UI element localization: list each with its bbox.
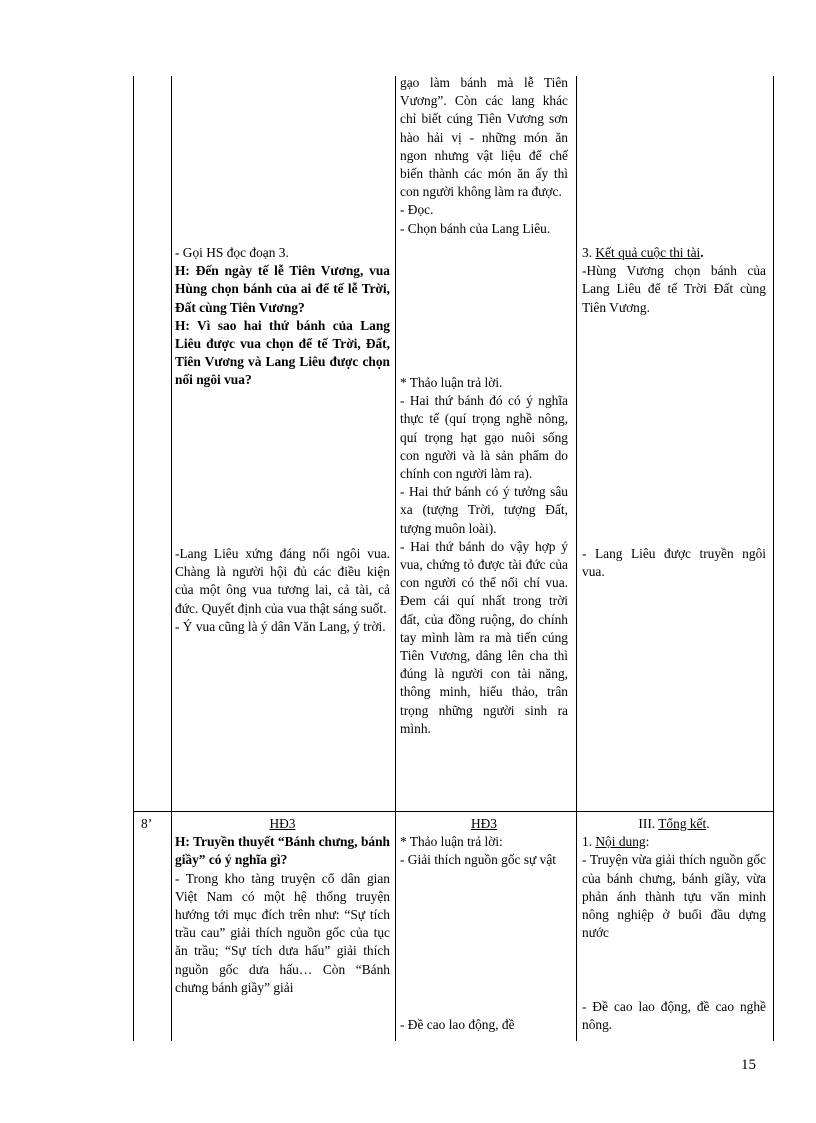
content-line: - Truyện vừa giải thích nguồn gốc của bánh chưng, bánh giầy, vừa phản ánh thành tựu văn minh nông nghiệp ở buổi đầu dựng nước [582,852,766,941]
content-section-summary [582,815,766,942]
student-activity-upper [400,74,568,238]
lesson-table [133,76,774,1041]
row-divider [133,811,774,812]
teacher-explanation: -Lang Liêu xứng đáng nối ngôi vua. Chàng là người hội đủ các điều kiện của một ông vua tương lai, cả tài, cả đức. Quyết định của vua thật sáng suốt. [175,546,390,616]
content-line: -Hùng Vương chọn bánh của Lang Liêu để tế Trời Đất cùng Tiên Vương. [582,263,766,315]
teacher-question: H: Truyền thuyết “Bánh chưng, bánh giầy” có ý nghĩa gì? [175,834,390,868]
column-divider [395,76,396,1041]
teacher-activity-upper [175,244,390,390]
student-line: * Thảo luận trả lời: [400,834,503,850]
teacher-explanation: - Trong kho tàng truyện cổ dân gian Việt Nam có một hệ thống truyện hướng tới mục đích trên như: “Sự tích trầu cau” giải thích nguồn gốc của tục ăn trầu; “Sự tích dưa hấu” giải thích nguồn gốc dưa hấu… Còn “Bánh chưng bánh giầy” giải [175,870,390,995]
student-line: - Chọn bánh của Lang Liêu. [400,220,551,236]
table-border-right [773,76,774,1041]
content-section-result [582,244,766,317]
content-section-labor [582,998,766,1034]
student-line: - Hai thứ bánh do vậy hợp ý vua, chứng tỏ được tài đức của con người có thể nối chí vua. Đem cái quí nhất trong trời đất, của đồng ruộng, do chính tay mình làm ra mà tiến cúng Tiên Vương, dâng lên cha thì đúng là người con tài năng, thông minh, hiếu thảo, trân trọng những người sinh ra mình. [400,538,568,736]
content-section-succession [582,545,766,581]
activity-heading: HĐ3 [470,816,498,831]
student-activity-middle [400,374,568,738]
student-line: gạo làm bánh mà lễ Tiên Vương”. Còn các lang khác chỉ biết cúng Tiên Vương sơn hào hải vị - những món ăn ngon nhưng vật liệu để chế biến thành các món ăn ấy thì con người không làm ra được. [400,75,568,200]
content-line: - Đề cao lao động, đề cao nghề nông. [582,999,766,1033]
student-line: * Thảo luận trả lời. [400,375,503,390]
time-cell: 8’ [141,816,153,831]
page-number: 15 [741,1057,756,1073]
student-activity-lower [400,815,568,870]
table-border-left [133,76,134,1041]
teacher-activity-middle [175,545,390,636]
student-line: - Đề cao lao động, đề [400,1017,515,1032]
student-line: - Giải thích nguồn gốc sự vật [400,852,557,868]
column-divider [576,76,577,1041]
content-line: - Lang Liêu được truyền ngôi vua. [582,546,766,580]
teacher-activity-lower [175,815,390,997]
teacher-question: H: Đến ngày tế lễ Tiên Vương, vua Hùng chọn bánh của ai để tế lễ Trời, Đất cùng Tiên Vương? [175,263,390,315]
student-line: - Hai thứ bánh đó có ý nghĩa thực tế (quí trọng nghề nông, quí trọng hạt gạo nuôi sống con người và là sản phẩm do chính con người làm ra). [400,393,568,482]
teacher-explanation: - Ý vua cũng là ý dân Văn Lang, ý trời. [175,618,386,634]
teacher-line: - Gọi HS đọc đoạn 3. [175,245,289,260]
column-divider [171,76,172,1041]
content-subheading: 1. Nội dung: [582,834,650,850]
student-line: - Hai thứ bánh có ý tưởng sâu xa (tượng Trời, tượng Đất, tượng muôn loài). [400,484,568,536]
activity-heading: HĐ3 [269,816,296,831]
student-line: - Đọc. [400,202,434,218]
content-heading: III. Tổng kết. [638,816,710,831]
teacher-question: H: Vì sao hai thứ bánh của Lang Liêu được vua chọn để tế Trời, Đất, Tiên Vương và Lang Liêu được chọn nối ngôi vua? [175,317,390,388]
content-heading: 3. Kết quả cuộc thi tài. [582,245,704,260]
student-activity-bottom [400,1016,568,1034]
